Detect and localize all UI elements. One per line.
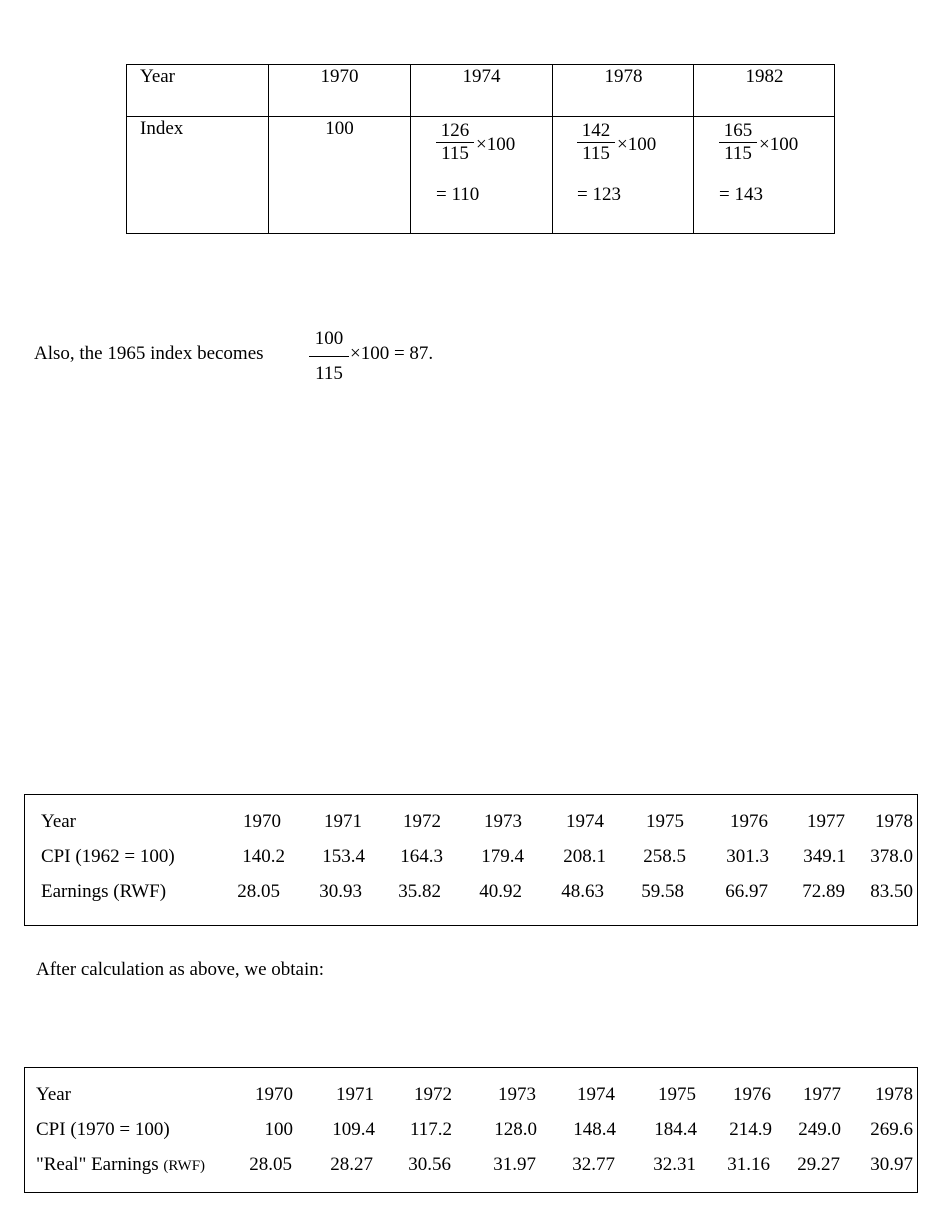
table-cell: 258.5 <box>643 846 686 867</box>
table-cell: 30.56 <box>408 1154 451 1175</box>
row-label: Year <box>41 811 77 832</box>
table-cell: 269.6 <box>870 1119 913 1140</box>
row-label <box>36 1152 205 1179</box>
table-cell: 1978 <box>875 811 913 832</box>
table-cell: 301.3 <box>726 846 769 867</box>
table-cell: 153.4 <box>322 846 365 867</box>
table-cell: 59.58 <box>641 881 684 902</box>
multiplier: ×100 <box>617 134 657 155</box>
table-cell: 28.05 <box>249 1154 292 1175</box>
table-row <box>25 809 917 835</box>
table-cell: 1970 <box>243 811 281 832</box>
table-cell: 1971 <box>324 811 362 832</box>
table-cell: 30.93 <box>319 881 362 902</box>
index-result: = 123 <box>577 184 621 205</box>
fraction-bar <box>309 356 349 357</box>
table-cell: 1975 <box>646 811 684 832</box>
table-cell: 184.4 <box>654 1119 697 1140</box>
table-cell: 349.1 <box>803 846 846 867</box>
denominator: 115 <box>441 143 469 164</box>
table-cell: 148.4 <box>573 1119 616 1140</box>
table-cell: 48.63 <box>561 881 604 902</box>
table-divider <box>552 65 553 233</box>
numerator: 165 <box>723 120 753 141</box>
table-cell: 83.50 <box>870 881 913 902</box>
table-divider <box>268 65 269 233</box>
after-calculation-text: After calculation as above, we obtain: <box>36 959 325 980</box>
table-cell: 109.4 <box>332 1119 375 1140</box>
sentence-text: Also, the 1965 index becomes <box>34 343 264 364</box>
real-earnings-table <box>24 1067 918 1193</box>
multiplier: ×100 <box>476 134 516 155</box>
table-divider <box>693 65 694 233</box>
table-cell: 28.27 <box>330 1154 373 1175</box>
table-cell: 32.31 <box>653 1154 696 1175</box>
denominator: 115 <box>724 143 752 164</box>
table-cell: 66.97 <box>725 881 768 902</box>
numerator: 100 <box>314 328 344 349</box>
table-cell: 1970 <box>255 1084 293 1105</box>
table-cell: 214.9 <box>729 1119 772 1140</box>
fraction <box>309 328 349 385</box>
table-cell: 30.97 <box>870 1154 913 1175</box>
table-cell: 249.0 <box>798 1119 841 1140</box>
index-base-value: 100 <box>325 118 354 139</box>
multiplier: ×100 <box>759 134 799 155</box>
rebased-index-sentence <box>34 326 734 386</box>
table-row <box>25 1152 917 1178</box>
table-cell: 29.27 <box>797 1154 840 1175</box>
table-row <box>25 844 917 870</box>
row-label: Earnings (RWF) <box>41 881 167 902</box>
table-row <box>25 879 917 905</box>
table-cell: 1977 <box>803 1084 841 1105</box>
numerator: 126 <box>440 120 470 141</box>
row-label: CPI (1962 = 100) <box>41 846 175 867</box>
table-cell: 1973 <box>498 1084 536 1105</box>
index-label: Index <box>140 118 184 139</box>
table-cell: 1974 <box>577 1084 615 1105</box>
fraction <box>436 120 474 165</box>
table-cell: 1972 <box>414 1084 452 1105</box>
table-row <box>25 1117 917 1143</box>
fraction <box>577 120 615 165</box>
table-cell: 40.92 <box>479 881 522 902</box>
year-1970-header: 1970 <box>320 66 359 87</box>
row-label: Year <box>36 1084 72 1105</box>
table-cell: 1974 <box>566 811 604 832</box>
index-result: = 110 <box>436 184 480 205</box>
table-cell: 1972 <box>403 811 441 832</box>
table-cell: 164.3 <box>400 846 443 867</box>
numerator: 142 <box>581 120 611 141</box>
table-cell: 1976 <box>733 1084 771 1105</box>
table-cell: 1978 <box>875 1084 913 1105</box>
cpi-earnings-table <box>24 794 918 926</box>
table-cell: 179.4 <box>481 846 524 867</box>
table-cell: 31.97 <box>493 1154 536 1175</box>
index-result: = 143 <box>719 184 763 205</box>
table-cell: 128.0 <box>494 1119 537 1140</box>
table-divider <box>410 65 411 233</box>
table-cell: 140.2 <box>242 846 285 867</box>
table-cell: 28.05 <box>237 881 280 902</box>
year-header: Year <box>140 66 176 87</box>
row-label-main: "Real" Earnings <box>36 1154 159 1175</box>
sentence-tail: ×100 = 87. <box>350 343 434 364</box>
table-cell: 117.2 <box>409 1119 452 1140</box>
table-row <box>25 1082 917 1108</box>
table-cell: 100 <box>264 1119 293 1140</box>
index-table <box>126 64 835 234</box>
table-cell: 72.89 <box>802 881 845 902</box>
table-cell: 378.0 <box>870 846 913 867</box>
table-cell: 1975 <box>658 1084 696 1105</box>
row-label-unit: (RWF) <box>163 1158 206 1174</box>
table-cell: 208.1 <box>563 846 606 867</box>
table-divider <box>127 116 834 117</box>
fraction <box>719 120 757 165</box>
year-1982-header: 1982 <box>745 66 784 87</box>
denominator: 115 <box>315 363 343 384</box>
table-cell: 32.77 <box>572 1154 615 1175</box>
year-1978-header: 1978 <box>604 66 643 87</box>
table-cell: 1976 <box>730 811 768 832</box>
denominator: 115 <box>582 143 610 164</box>
row-label: CPI (1970 = 100) <box>36 1119 170 1140</box>
table-cell: 1971 <box>336 1084 374 1105</box>
year-1974-header: 1974 <box>462 66 501 87</box>
table-cell: 31.16 <box>727 1154 770 1175</box>
table-cell: 35.82 <box>398 881 441 902</box>
table-cell: 1973 <box>484 811 522 832</box>
table-cell: 1977 <box>807 811 845 832</box>
